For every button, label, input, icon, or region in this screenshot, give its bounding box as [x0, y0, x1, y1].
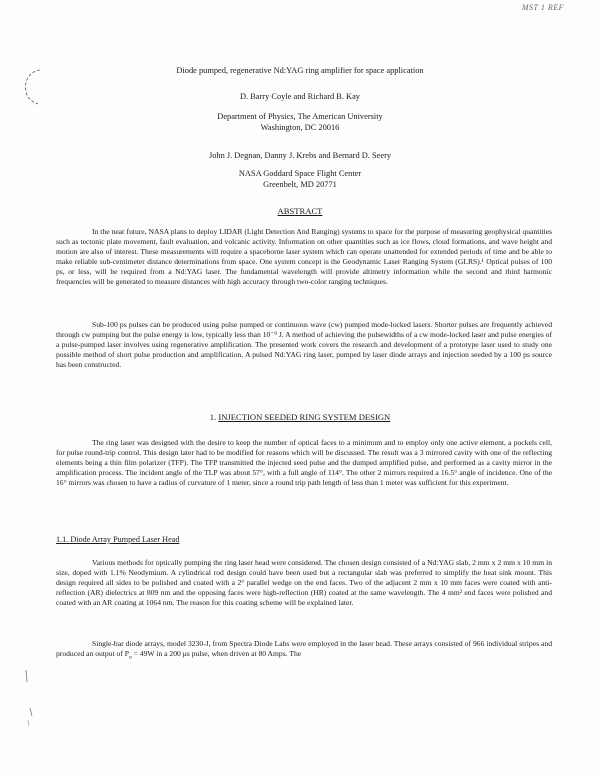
section-title: INJECTION SEEDED RING SYSTEM DESIGN — [218, 412, 391, 422]
section-paragraph-text: The ring laser was designed with the desire to keep the number of optical faces to a minimum and to employ only one active element, a pockels cell, for pulse round-trip control. This design later had to be modified for reasons which will be discussed. The result was a 3 mirrored cavity with one of the reflecting elements being a thin film polarizer (TFP). The TFP transmitted the injected seed pulse and the dumped amplified pulse, and performed as a cavity mirror in the amplification process. The incident angle of the TLP was about 57°, with a full angle of 114°. The other 2 mirrors required a 16.5° angle of incidence. One of the 16° mirrors was chosen to have a radius of curvature of 1 meter, since a round trip path length of less than 1 meter was sufficient for this experiment. — [56, 438, 552, 487]
abstract-heading: ABSTRACT — [277, 206, 323, 216]
subsection-paragraph-1 — [56, 558, 552, 608]
subsection-paragraph-2 — [56, 639, 552, 663]
section-paragraph — [56, 438, 552, 488]
archive-stamp: MST 1 REF — [521, 3, 564, 12]
affiliation-1-city: Washington, DC 20016 — [260, 123, 340, 132]
paper-title: Diode pumped, regenerative Nd:YAG ring amplifier for space application — [176, 66, 424, 75]
affiliation-2-center: NASA Goddard Space Flight Center — [238, 169, 362, 178]
affiliation-2-city: Greenbelt, MD 20771 — [263, 180, 337, 189]
margin-scan-mark-lower — [20, 668, 40, 728]
subsection-heading: 1.1. Diode Array Pumped Laser Head — [56, 535, 180, 544]
affiliation-1 — [0, 111, 600, 133]
subsection-paragraph-1-text: Various methods for optically pumping the ring laser head were considered. The chosen design consisted of a Nd:YAG slab, 2 mm x 2 mm x 10 mm in size, doped with 1.1% Neodymium. A cylindrical rod design could have been used but a rectangular slab was preferred to simplify the heat sink mount. This design required all sides to be polished and coated with a 2° parallel wedge on the end faces. Two of the adjacent 2 mm x 10 mm faces were coated with anti-reflection (AR) dielectrics at 809 nm and the opposing faces were high-reflection (HR) coated at the same wavelength. The 4 mm² end faces were polished and coated with an AR coating at 1064 nm. The reason for this coating scheme will be explained later. — [56, 558, 552, 607]
abstract-paragraph-1-text: In the near future, NASA plans to deploy LIDAR (Light Detection And Ranging) systems to space for the purpose of measuring geophysical quantities such as tectonic plate movement, fault evaluation, and volcanic activity. Information on other quantities such as ice flows, cloud formations, and wave height and motion are also of interest. These measurements will require a spaceborne laser system which can operate unattended for extended periods of time and be able to make reliable sub-centimeter distance determinations from space. One system concept is the Geodynamic Laser Ranging System (GLRS).¹ Optical pulses of 100 ps, or less, will be required from a Nd:YAG laser. The fundamental wavelength will provide altimetry information while the second and third harmonic frequencies will be generated to measure distances with high accuracy through two-color ranging techniques. — [56, 227, 552, 286]
affiliation-2 — [0, 168, 600, 190]
subsection-paragraph-2-part-a: Single-bar diode arrays, model 3230-J, from Spectra Diode Labs were employed in the laser head. These arrays consisted of 966 individual stripes and produced an output of P — [56, 639, 552, 658]
section-heading — [0, 412, 600, 422]
abstract-paragraph-2-text: Sub-100 ps pulses can be produced using pulse pumped or continuous wave (cw) pumped mode-locked lasers. Shorter pulses are frequently achieved through cw pumping but the pulse energy is low, typically less than 10⁻⁹ J. A method of achieving the pulsewidths of a cw mode-locked laser and pulse energies of a pulse-pumped laser involves using regenerative amplification. The presented work covers the research and development of a prototype laser used to study one possible method of short pulse production and amplification. A pulsed Nd:YAG ring laser, pumped by laser diode arrays and injection seeded by a 100 ps source has been constructed. — [56, 320, 552, 369]
power-subscript: o — [128, 654, 132, 661]
subsection-paragraph-2-part-b: = 49W in a 200 μs pulse, when driven at 80 Amps. The — [131, 649, 302, 658]
abstract-paragraph-1 — [56, 227, 552, 287]
abstract-paragraph-2 — [56, 320, 552, 370]
subsection-paragraph-2-text — [56, 639, 552, 663]
affiliation-1-dept: Department of Physics, The American University — [217, 112, 383, 121]
section-number: 1. — [209, 412, 217, 422]
author-line-2: John J. Degnan, Danny J. Krebs and Bernard D. Seery — [208, 151, 392, 160]
author-line-1: D. Barry Coyle and Richard B. Kay — [239, 92, 360, 101]
